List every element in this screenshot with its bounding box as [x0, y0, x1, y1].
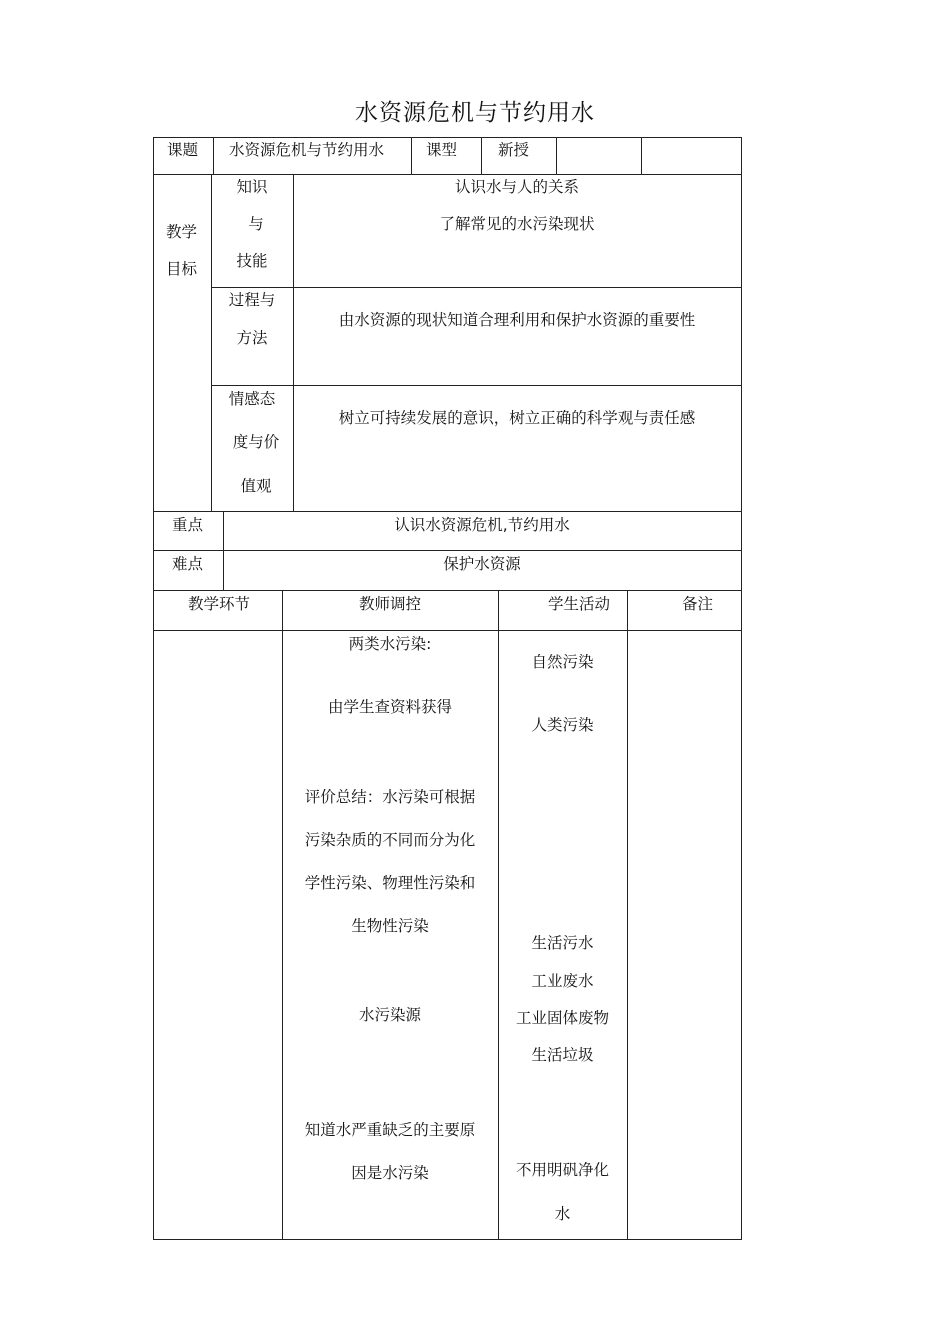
teacher-text: 评价总结：水污染可根据: [304, 788, 476, 806]
knowledge-label: 技能: [236, 252, 268, 270]
col-divider: [498, 590, 499, 1240]
knowledge-text: 了解常见的水污染现状: [439, 215, 595, 233]
teacher-text: 水污染源: [358, 1006, 421, 1024]
row-divider: [211, 385, 742, 386]
process-label: 方法: [236, 329, 268, 347]
teacher-text: 因是水污染: [351, 1164, 429, 1182]
type-value: 新授: [498, 141, 530, 159]
row-divider: [153, 511, 742, 512]
column-header: 备注: [681, 595, 713, 613]
knowledge-text: 认识水与人的关系: [454, 178, 579, 196]
teacher-text: 由学生查资料获得: [327, 698, 452, 716]
emotion-label: 度与价: [232, 433, 280, 451]
student-text: 自然污染: [531, 653, 594, 671]
column-header: 教师调控: [358, 595, 421, 613]
key-point-value: 认识水资源危机,节约用水: [394, 516, 570, 534]
objectives-label: 目标: [166, 260, 198, 278]
row-divider: [211, 287, 742, 288]
col-divider: [627, 590, 628, 1240]
table-border-bottom: [153, 1239, 742, 1240]
emotion-label: 情感态: [228, 390, 276, 408]
table-border-left: [153, 137, 154, 1240]
col-divider: [213, 137, 214, 174]
course-value: 水资源危机与节约用水: [229, 141, 385, 159]
column-header: 教学环节: [187, 595, 250, 613]
col-divider: [411, 137, 412, 174]
knowledge-label: 与: [248, 215, 264, 233]
knowledge-label: 知识: [236, 178, 268, 196]
student-text: 工业固体废物: [515, 1009, 609, 1027]
col-divider: [481, 137, 482, 174]
teacher-text: 污染杂质的不同而分为化: [304, 831, 476, 849]
student-text: 生活垃圾: [531, 1046, 594, 1064]
student-text: 工业废水: [531, 972, 594, 990]
student-text: 水: [554, 1205, 571, 1223]
teacher-text: 知道水严重缺乏的主要原: [304, 1121, 476, 1139]
row-divider: [153, 174, 742, 175]
objectives-label: 教学: [166, 223, 198, 241]
difficult-point-value: 保护水资源: [443, 555, 521, 573]
table-border-top: [153, 137, 742, 138]
col-divider: [282, 590, 283, 1240]
student-text: 不用明矾净化: [515, 1161, 609, 1179]
column-header: 学生活动: [547, 595, 610, 613]
key-point-label: 重点: [172, 516, 204, 534]
col-divider: [556, 137, 557, 174]
difficult-point-label: 难点: [172, 555, 204, 573]
course-label: 课题: [167, 141, 199, 159]
teacher-text: 生物性污染: [351, 917, 429, 935]
emotion-text: 树立可持续发展的意识，树立正确的科学观与责任感: [338, 409, 696, 427]
row-divider: [153, 590, 742, 591]
process-label: 过程与: [228, 291, 276, 309]
teacher-text: 学性污染、物理性污染和: [304, 874, 476, 892]
table-border-right: [741, 137, 742, 1240]
page-title: 水资源危机与节约用水: [355, 100, 595, 126]
student-text: 生活污水: [531, 934, 594, 952]
emotion-label: 值观: [240, 477, 272, 495]
row-divider: [153, 550, 742, 551]
row-divider: [153, 630, 742, 631]
student-text: 人类污染: [531, 716, 594, 734]
col-divider: [641, 137, 642, 174]
type-label: 课型: [426, 141, 458, 159]
process-text: 由水资源的现状知道合理利用和保护水资源的重要性: [338, 311, 696, 329]
teacher-text: 两类水污染:: [348, 635, 432, 653]
